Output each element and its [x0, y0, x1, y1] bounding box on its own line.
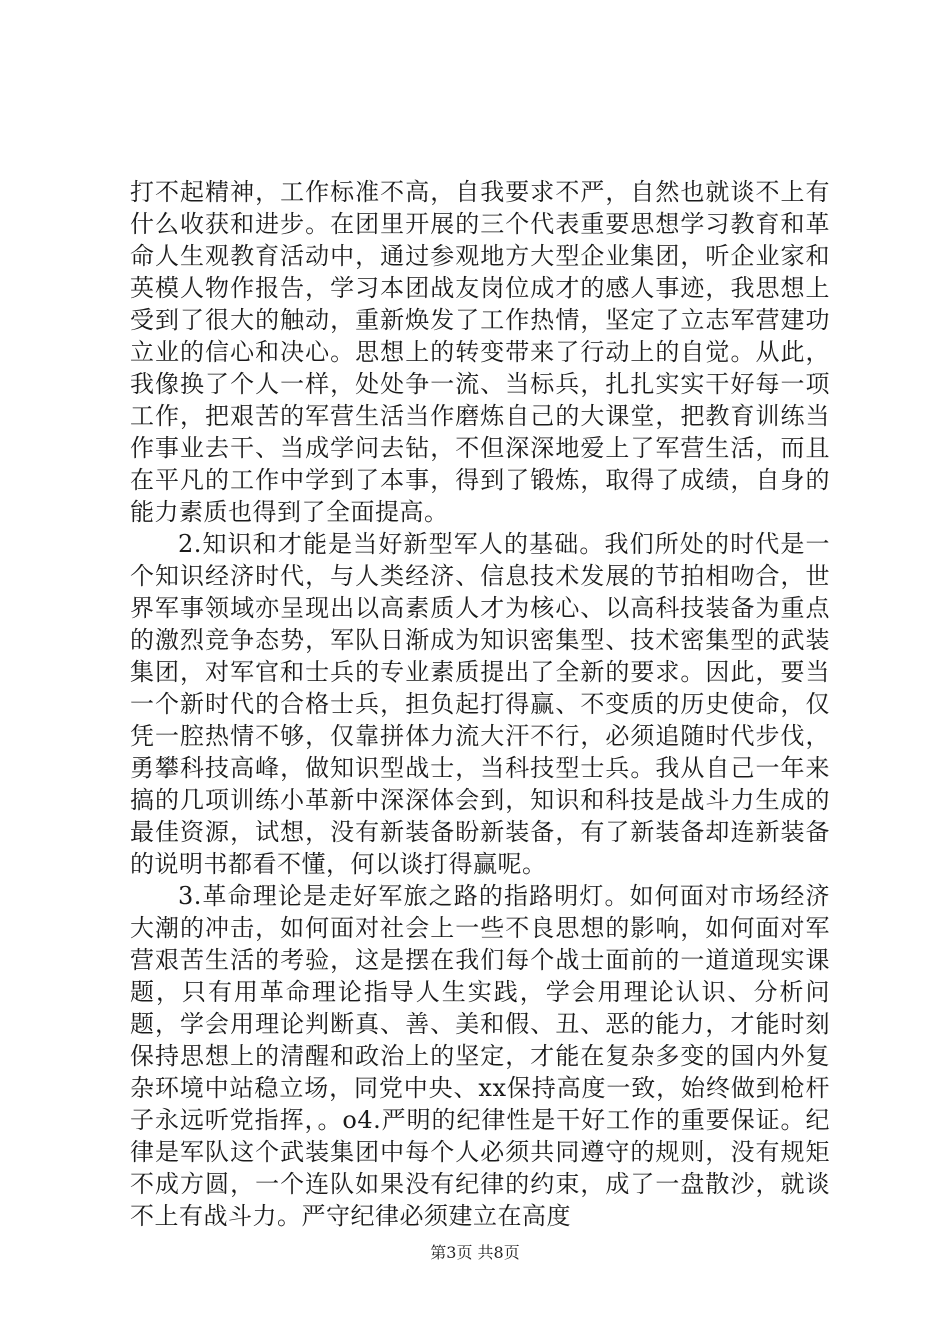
paragraph-knowledge: 2.知识和才能是当好新型军人的基础。我们所处的时代是一个知识经济时代，与人类经济、信息技术发展的节拍相吻合，世界军事领域亦呈现出以高素质人才为核心、以高科技装备为重点的激烈竞争态势，军队日渐成为知识密集型、技术密集型的武装集团，对军官和士兵的专业素质提出了全新的要求。因此，要当一个新时代的合格士兵，担负起打得赢、不变质的历史使命，仅凭一腔热情不够，仅靠拼体力流大汗不行，必须追随时代步伐，勇攀科技高峰，做知识型战士，当科技型士兵。我从自己一年来搞的几项训练小革新中深深体会到，知识和科技是战斗力生成的最佳资源，试想，没有新装备盼新装备，有了新装备却连新装备的说明书都看不懂，何以谈打得赢呢。 — [130, 530, 830, 878]
page-number-footer: 第3页 共8页 — [430, 1243, 520, 1262]
document-body — [130, 176, 830, 1232]
paragraph-continuation: 打不起精神，工作标准不高，自我要求不严，自然也就谈不上有什么收获和进步。在团里开展的三个代表重要思想学习教育和革命人生观教育活动中，通过参观地方大型企业集团，听企业家和英模人物作报告，学习本团战友岗位成才的感人事迹，我思想上受到了很大的触动，重新焕发了工作热情，坚定了立志军营建功立业的信心和决心。思想上的转变带来了行动上的自觉。从此，我像换了个人一样，处处争一流、当标兵，扎扎实实干好每一项工作，把艰苦的军营生活当作磨炼自己的大课堂，把教育训练当作事业去干、当成学问去钻，不但深深地爱上了军营生活，而且在平凡的工作中学到了本事，得到了锻炼，取得了成绩，自身的能力素质也得到了全面提高。 — [130, 178, 830, 526]
paragraph-theory: 3.革命理论是走好军旅之路的指路明灯。如何面对市场经济大潮的冲击，如何面对社会上一些不良思想的影响，如何面对军营艰苦生活的考验，这是摆在我们每个战士面前的一道道现实课题，只有用革命理论指导人生实践，学会用理论认识、分析问题，学会用理论判断真、善、美和假、丑、恶的能力，才能时刻保持思想上的清醒和政治上的坚定，才能在复杂多变的国内外复杂环境中站稳立场，同党中央、xx保持高度一致，始终做到枪杆子永远听党指挥，。o4.严明的纪律性是干好工作的重要保证。纪律是军队这个武装集团中每个人必须共同遵守的规则，没有规矩不成方圆，一个连队如果没有纪律的约束，成了一盘散沙，就谈不上有战斗力。严守纪律必须建立在高度 — [130, 882, 830, 1230]
